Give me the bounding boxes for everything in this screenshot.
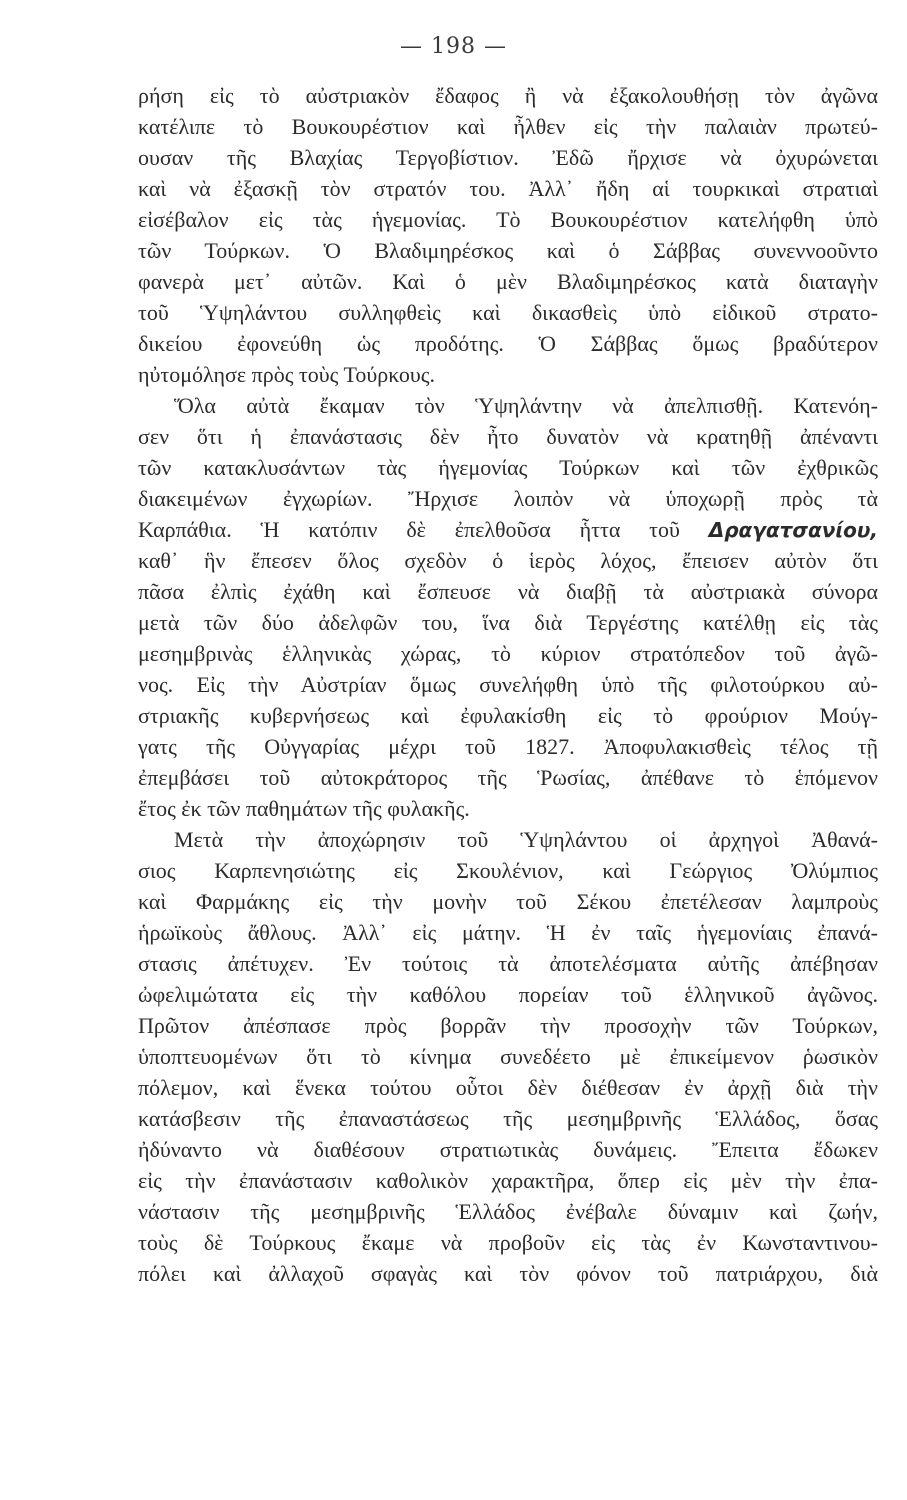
text-line: ὠφελιμώτατα εἰς τὴν καθόλου πορείαν τοῦ ἑλληνικοῦ ἀγῶνος. — [138, 982, 878, 1007]
text-line: ἡρωϊκοὺς ἄθλους. Ἀλλ᾽ εἰς μάτην. Ἡ ἐν ταῖς ἡγεμονίαις ἐπανά- — [138, 920, 878, 945]
text-line: ρήση εἰς τὸ αὐστριακὸν ἔδαφος ἢ νὰ ἐξακολουθήσῃ τὸν ἀγῶνα — [138, 83, 878, 108]
text-line: πόλει καὶ ἀλλαχοῦ σφαγὰς καὶ τὸν φόνον τοῦ πατριάρχου, διὰ — [138, 1261, 878, 1286]
text-line: διακειμένων ἐγχωρίων. Ἤρχισε λοιπὸν νὰ ὑποχωρῇ πρὸς τὰ — [138, 486, 878, 511]
text-line: κατέλιπε τὸ Βουκουρέστιον καὶ ἦλθεν εἰς τὴν παλαιὰν πρωτεύ- — [138, 114, 878, 139]
text-fragment: Καρπάθια. Ἡ κατόπιν δὲ ἐπελθοῦσα ἧττα τοῦ — [138, 517, 680, 542]
text-line: στριακῆς κυβερνήσεως καὶ ἐφυλακίσθη εἰς τὸ φρούριον Μούγ- — [138, 703, 878, 728]
text-line: τῶν Τούρκων. Ὁ Βλαδιμηρέσκος καὶ ὁ Σάββας συνεννοοῦντο — [138, 238, 878, 263]
text-line: νάστασιν τῆς μεσημβρινῆς Ἑλλάδος ἐνέβαλε δύναμιν καὶ ζωήν, — [138, 1199, 878, 1224]
text-line: δικείου ἐφονεύθη ὡς προδότης. Ὁ Σάββας ὅμως βραδύτερον — [138, 331, 878, 356]
text-line: μετὰ τῶν δύο ἀδελφῶν του, ἵνα διὰ Τεργέστης κατέλθῃ εἰς τὰς — [138, 610, 878, 635]
text-line: τοὺς δὲ Τούρκους ἔκαμε νὰ προβοῦν εἰς τὰς ἐν Κωνσταντινου- — [138, 1230, 878, 1255]
text-line: καθ᾽ ἣν ἔπεσεν ὅλος σχεδὸν ὁ ἱερὸς λόχος, ἔπεισεν αὐτὸν ὅτι — [138, 548, 878, 573]
text-line: ἔτος ἐκ τῶν παθημάτων τῆς φυλακῆς. — [138, 796, 470, 821]
text-line: σιος Καρπενησιώτης εἰς Σκουλένιον, καὶ Γεώργιος Ὀλύμπιος — [138, 858, 878, 883]
text-line: μεσημβρινὰς ἑλληνικὰς χώρας, τὸ κύριον στρατόπεδον τοῦ ἀγῶ- — [138, 641, 878, 666]
text-line: ἠδύναντο νὰ διαθέσουν στρατιωτικὰς δυνάμεις. Ἔπειτα ἔδωκεν — [138, 1137, 878, 1162]
text-line: στασις ἀπέτυχεν. Ἐν τούτοις τὰ ἀποτελέσματα αὐτῆς ἀπέβησαν — [138, 951, 878, 976]
text-line: ουσαν τῆς Βλαχίας Τεργοβίστιον. Ἐδῶ ἤρχισε νὰ ὀχυρώνεται — [138, 145, 878, 170]
body-text — [138, 80, 878, 1289]
text-line-with-emphasis — [138, 514, 878, 545]
page-number: — 198 — — [400, 34, 507, 59]
text-line: ἐπεμβάσει τοῦ αὐτοκράτορος τῆς Ῥωσίας, ἀπέθανε τὸ ἑπόμενον — [138, 765, 878, 790]
text-line: εἰς τὴν ἐπανάστασιν καθολικὸν χαρακτῆρα, ὅπερ εἰς μὲν τὴν ἐπα- — [138, 1168, 878, 1193]
text-line: Ὅλα αὐτὰ ἔκαμαν τὸν Ὑψηλάντην νὰ ἀπελπισθῇ. Κατενόη- — [174, 393, 878, 418]
text-line: φανερὰ μετ᾽ αὐτῶν. Καὶ ὁ μὲν Βλαδιμηρέσκος κατὰ διαταγὴν — [138, 269, 878, 294]
text-line: ηὐτομόλησε πρὸς τοὺς Τούρκους. — [138, 362, 435, 387]
text-line: πᾶσα ἐλπὶς ἐχάθη καὶ ἔσπευσε νὰ διαβῇ τὰ αὐστριακὰ σύνορα — [138, 579, 878, 604]
text-line: ὑποπτευομένων ὅτι τὸ κίνημα συνεδέετο μὲ ἐπικείμενον ῥωσικὸν — [138, 1044, 878, 1069]
text-line: νος. Εἰς τὴν Αὐστρίαν ὅμως συνελήφθη ὑπὸ τῆς φιλοτούρκου αὐ- — [138, 672, 878, 697]
text-line: σεν ὅτι ἡ ἐπανάστασις δὲν ἦτο δυνατὸν νὰ κρατηθῇ ἀπέναντι — [138, 424, 878, 449]
text-line: καὶ Φαρμάκης εἰς τὴν μονὴν τοῦ Σέκου ἐπετέλεσαν λαμπροὺς — [138, 889, 878, 914]
text-line: Πρῶτον ἀπέσπασε πρὸς βορρᾶν τὴν προσοχὴν τῶν Τούρκων, — [138, 1013, 878, 1038]
text-line: κατάσβεσιν τῆς ἐπαναστάσεως τῆς μεσημβρινῆς Ἑλλάδος, ὅσας — [138, 1106, 878, 1131]
text-line: εἰσέβαλον εἰς τὰς ἡγεμονίας. Τὸ Βουκουρέστιον κατελήφθη ὑπὸ — [138, 207, 878, 232]
text-line: Μετὰ τὴν ἀποχώρησιν τοῦ Ὑψηλάντου οἱ ἀρχηγοὶ Ἀθανά- — [174, 827, 878, 852]
text-line: καὶ νὰ ἐξασκῇ τὸν στρατόν του. Ἀλλ᾽ ἤδη αἱ τουρκικαὶ στρατιαὶ — [138, 176, 878, 201]
emphasized-word: Δραγατσανίου, — [708, 518, 878, 542]
text-line: τῶν κατακλυσάντων τὰς ἡγεμονίας Τούρκων καὶ τῶν ἐχθρικῶς — [138, 455, 878, 480]
text-line: τοῦ Ὑψηλάντου συλληφθεὶς καὶ δικασθεὶς ὑπὸ εἰδικοῦ στρατο- — [138, 300, 878, 325]
text-line: πόλεμον, καὶ ἕνεκα τούτου οὗτοι δὲν διέθεσαν ἐν ἀρχῇ διὰ τὴν — [138, 1075, 878, 1100]
text-line: γατς τῆς Οὐγγαρίας μέχρι τοῦ 1827. Ἀποφυλακισθεὶς τέλος τῇ — [138, 734, 878, 759]
